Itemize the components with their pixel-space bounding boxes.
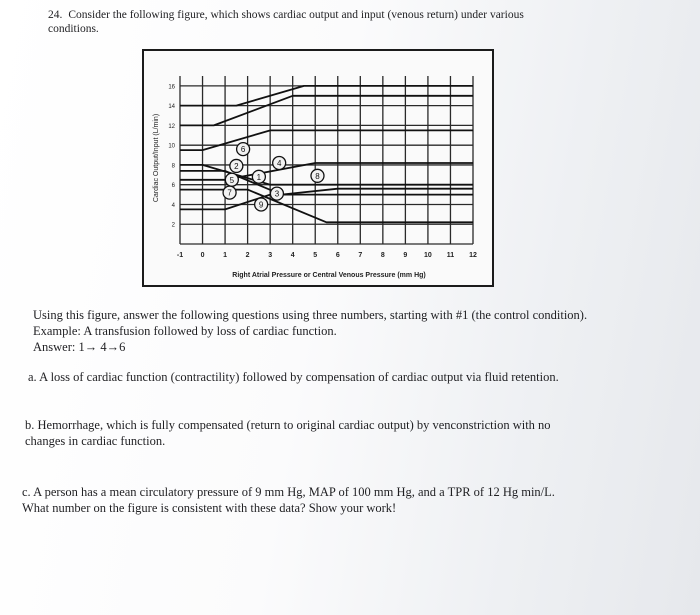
y-tick-label: 8 [171, 163, 175, 170]
y-tick-label: 10 [168, 143, 175, 150]
x-tick-label: 3 [268, 252, 273, 259]
question-text-line2: conditions. [48, 23, 99, 35]
x-tick-label: 6 [335, 252, 340, 259]
cardiac-output-chart [0, 0, 700, 300]
point-label: 6 [240, 145, 246, 155]
x-axis-label: Right Atrial Pressure or Central Venous Pressure (mm Hg) [232, 272, 426, 279]
x-tick-label: 9 [403, 252, 408, 259]
question-c [22, 484, 682, 516]
example-text: Example: A transfusion followed by loss of cardiac function. [33, 324, 337, 338]
x-tick-label: 10 [424, 252, 432, 259]
cardiac-output-figure [0, 0, 700, 300]
x-tick-label: 8 [380, 252, 385, 259]
point-label: 8 [315, 171, 320, 181]
y-tick-label: 14 [168, 104, 175, 111]
x-tick-label: -1 [176, 252, 184, 259]
instructions: Using this figure, answer the following questions using three numbers, starting with #1 (the control condition). [33, 308, 588, 322]
x-tick-label: 5 [313, 252, 318, 259]
question-text-line1: Consider the following figure, which shows cardiac output and input (venous return) under various [68, 9, 524, 21]
question-c-line2: What number on the figure is consistent with these data? Show your work! [22, 501, 397, 515]
y-axis-label: Cardiac Output/Input (L/min) [153, 113, 160, 203]
y-tick-label: 16 [168, 84, 175, 91]
point-label: 9 [258, 200, 264, 210]
x-tick-label: 12 [469, 252, 477, 259]
question-b [25, 417, 665, 449]
x-tick-label: 0 [200, 252, 205, 259]
point-label: 5 [229, 175, 235, 185]
point-label: 3 [274, 189, 280, 199]
x-tick-label: 7 [358, 252, 363, 259]
question-number: 24. [48, 9, 63, 21]
x-tick-label: 4 [290, 252, 295, 259]
x-tick-label: 2 [245, 252, 250, 259]
point-label: 4 [276, 158, 282, 168]
question-b-line1: b. Hemorrhage, which is fully compensated (return to original cardiac output) by venconstriction with no [25, 418, 551, 432]
x-tick-label: 11 [446, 252, 455, 259]
question-b-line2: changes in cardiac function. [25, 434, 166, 448]
y-tick-label: 12 [168, 123, 175, 130]
question-a: a. A loss of cardiac function (contractility) followed by compensation of cardiac output via fluid retention. [28, 370, 559, 384]
point-label: 7 [227, 188, 232, 198]
y-tick-label: 2 [171, 222, 175, 229]
question-c-line1: c. A person has a mean circulatory pressure of 9 mm Hg, MAP of 100 mm Hg, and a TPR of 12 Hg min/L. [22, 485, 555, 499]
point-label: 2 [234, 161, 239, 171]
example-answer: Answer: 1→ 4→6 [33, 340, 126, 354]
y-tick-label: 6 [171, 183, 175, 190]
point-label: 1 [256, 172, 262, 182]
y-tick-label: 4 [171, 202, 175, 209]
x-tick-label: 1 [223, 252, 228, 259]
